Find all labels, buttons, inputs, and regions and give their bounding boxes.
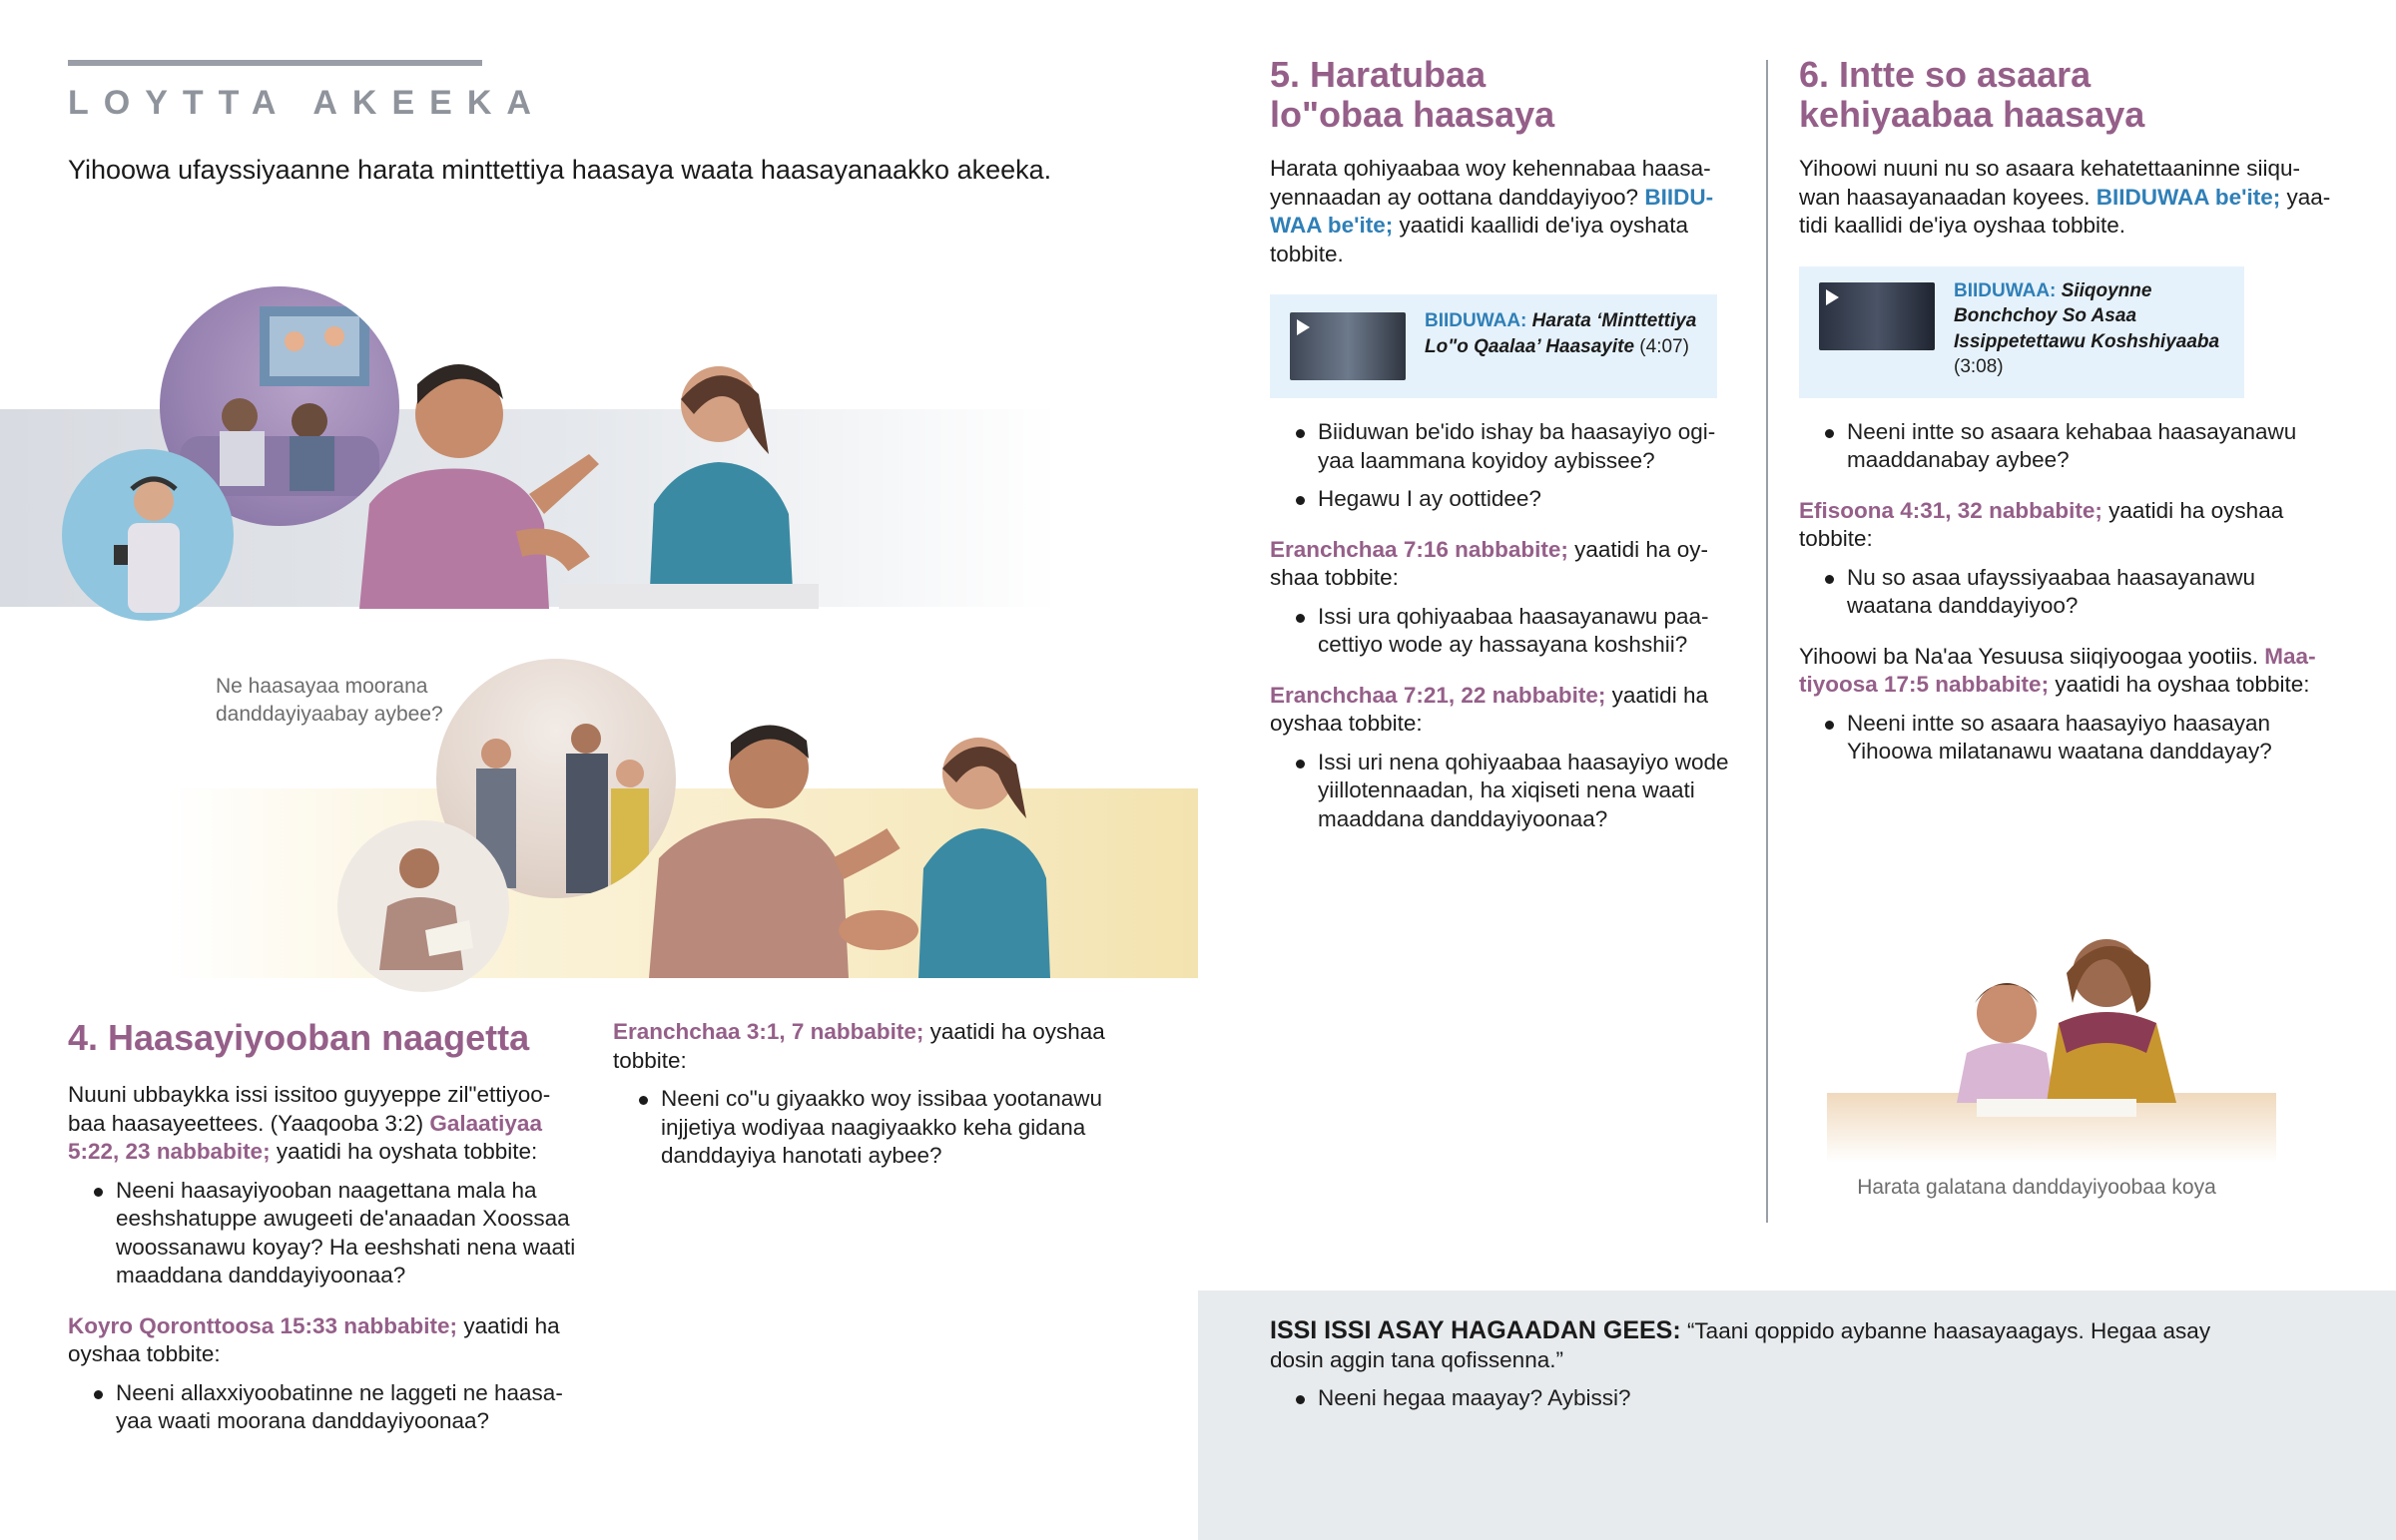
section-5-title: 5. Haratubaa lo"obaa haasaya (1270, 54, 1555, 135)
question-bullet: Biiduwan be'ido ishay ba haasayiyo ogi-yaa laammana koyidoy aybissee? (1270, 418, 1731, 475)
question-bullet: Issi ura qohiyaabaa haasayanawu paa-cettiyo wode ay hassayana koshshii? (1270, 603, 1731, 660)
illustration-caption-2: Harata galatana danddayiyoobaa koya (1857, 1176, 2216, 1199)
video-link[interactable]: BIIDU-WAA be'ite; (1270, 184, 1714, 238)
section-5-column (1270, 155, 1731, 833)
video-card-5[interactable] (1270, 294, 1717, 398)
section-4-question-list-2 (68, 1379, 587, 1436)
discussion-quote: “Taani qoppido aybanne haasayaagays. Hegaa asay dosin aggin tana qofissenna.” (1270, 1318, 2211, 1372)
discussion-box (1198, 1290, 2396, 1540)
section-4-right-column (613, 1018, 1132, 1171)
section-5-question-list-1 (1270, 418, 1731, 514)
video-link[interactable]: BIIDUWAA be'ite; (2096, 184, 2281, 210)
section-4-paragraph-2: Koyro Qoronttoosa 15:33 nabbabite; yaatidi ha oyshaa tobbite: (68, 1312, 560, 1366)
section-6-question-list-2 (1799, 564, 2338, 621)
section-5-paragraph-3: Eranchchaa 7:21, 22 nabbabite; yaatidi ha oyshaa tobbite: (1270, 682, 1708, 736)
section-5-paragraph-2: Eranchchaa 7:16 nabbabite; yaatidi ha oy-shaa tobbite: (1270, 536, 1708, 590)
section-4-question-list-3 (613, 1085, 1132, 1171)
video-card-6[interactable] (1799, 266, 2244, 398)
section-5-question-list-3 (1270, 749, 1731, 834)
section-6-title: 6. Intte so asaara kehiyaabaa haasaya (1799, 54, 2145, 135)
illustration-phone-circle (62, 449, 234, 621)
scripture-link[interactable]: Eranchchaa 7:21, 22 nabbabite; (1270, 682, 1606, 708)
section-4-left-column (68, 1081, 587, 1436)
question-bullet: Neeni haasayiyooban naagettana mala ha eeshshatuppe awugeeti de'anaadan Xoossaa woossanawu koyay? Ha eeshshati nena waati maaddana danddayiyoonaa? (68, 1177, 587, 1290)
illustration-reading-circle (337, 820, 509, 992)
scripture-link[interactable]: Efisoona 4:31, 32 nabbabite; (1799, 497, 2102, 523)
play-icon (1297, 319, 1310, 335)
section-5-question-list-2 (1270, 603, 1731, 660)
section-4-paragraph-1: Nuuni ubbaykka issi issitoo guyyeppe zil"ettiyoo-baa haasayeettees. (Yaaqooba 3:2) Galaatiyaa 5:22, 23 nabbabite; yaatidi ha oyshata tobbite: (68, 1082, 551, 1164)
question-bullet: Issi uri nena qohiyaabaa haasayiyo wode yiillotennaadan, ha xiqiseti nena waati maaddana danddayiyoonaa? (1270, 749, 1731, 834)
question-bullet: Neeni hegaa maayay? Aybissi? (1270, 1384, 2268, 1413)
section-6-paragraph-1: Yihoowi nuuni nu so asaara kehatettaaninne siiqu-wan haasayanaadan koyees. BIIDUWAA be'ite; yaa-tidi kaallidi de'iya oyshaa tobbite. (1799, 156, 2331, 238)
section-6-paragraph-2: Efisoona 4:31, 32 nabbabite; yaatidi ha oyshaa tobbite: (1799, 497, 2284, 551)
video-caption: BIIDUWAA: Siiqoynne Bonchchoy So Asaa Issippetettawu Koshshiyaaba (3:08) (1954, 279, 2220, 377)
scripture-link[interactable]: Galaatiyaa 5:22, 23 nabbabite; (68, 1110, 542, 1164)
section-4-title: 4. Haasayiyooban naagetta (68, 1017, 530, 1058)
discussion-question-list (1270, 1384, 2268, 1413)
video-caption: BIIDUWAA: Harata ‘Minttettiya Lo"o Qaalaa’ Haasayite (4:07) (1425, 310, 1697, 357)
video-thumbnail[interactable] (1819, 282, 1935, 350)
section-5-paragraph-1: Harata qohiyaabaa woy kehennabaa haasa-yennaadan ay oottana danddayiyoo? BIIDU-WAA be'ite; yaatidi kaallidi de'iya oyshata tobbite. (1270, 156, 1714, 266)
video-thumbnail[interactable] (1290, 312, 1406, 380)
section-6-question-list-1 (1799, 418, 2338, 475)
section-6-paragraph-3: Yihoowi ba Na'aa Yesuusa siiqiyoogaa yootiis. Maa-tiyoosa 17:5 nabbabite; yaatidi ha oyshaa tobbite: (1799, 643, 2316, 697)
question-bullet: Neeni intte so asaara kehabaa haasayanawu maaddanabay aybee? (1799, 418, 2338, 475)
illustration-couple-talking (639, 699, 1078, 978)
intro-text: Yihoowa ufayssiyaanne harata minttettiya haasaya waata haasayanaakko akeeka. (68, 155, 1052, 185)
illustration-arguing-couple (300, 344, 819, 609)
section-6-column (1799, 155, 2338, 767)
discussion-text (1270, 1316, 2268, 1413)
section-label: LOYTTA AKEEKA (68, 84, 546, 122)
illustration-mother-child (1827, 903, 2276, 1163)
header-rule (68, 60, 482, 66)
question-bullet: Nu so asaa ufayssiyaabaa haasayanawu waatana danddayiyoo? (1799, 564, 2338, 621)
question-bullet: Neeni allaxxiyoobatinne ne laggeti ne haasa-yaa waati moorana danddayiyoonaa? (68, 1379, 587, 1436)
illustration-caption: Ne haasayaa moorana danddayiyaabay aybee? (216, 675, 443, 726)
section-6-question-list-3 (1799, 710, 2338, 767)
question-bullet: Neeni co"u giyaakko woy issibaa yootanawu injjetiya wodiyaa naagiyaakko keha gidana danddayiya hanotati aybee? (613, 1085, 1132, 1171)
section-4-question-list-1 (68, 1177, 587, 1290)
scripture-link[interactable]: Koyro Qoronttoosa 15:33 nabbabite; (68, 1312, 458, 1338)
question-bullet: Hegawu I ay oottidee? (1270, 485, 1731, 514)
scripture-link[interactable]: Maa-tiyoosa 17:5 nabbabite; (1799, 643, 2316, 697)
play-icon (1826, 289, 1839, 305)
column-divider (1766, 60, 1768, 1223)
discussion-lead: ISSI ISSI ASAY HAGAADAN GEES: (1270, 1316, 1681, 1344)
question-bullet: Neeni intte so asaara haasayiyo haasayan Yihoowa milatanawu waatana danddayay? (1799, 710, 2338, 767)
scripture-link[interactable]: Eranchchaa 7:16 nabbabite; (1270, 536, 1568, 562)
scripture-link[interactable]: Eranchchaa 3:1, 7 nabbabite; (613, 1019, 924, 1044)
section-4-paragraph-3: Eranchchaa 3:1, 7 nabbabite; yaatidi ha oyshaa tobbite: (613, 1019, 1105, 1073)
